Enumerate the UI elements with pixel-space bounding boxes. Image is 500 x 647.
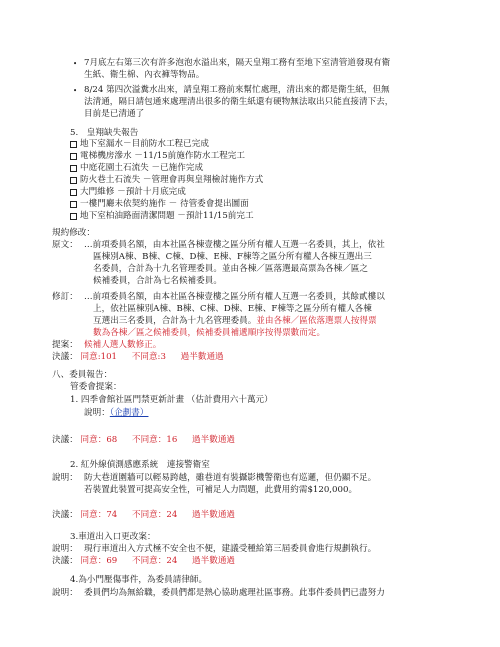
bullet-2-line-3: 目前是已清通了 xyxy=(84,109,145,119)
bullet-2-line-1: 8/24 第四次溢糞水出來，請皇翔工務前來幫忙處理，清出來的都是衛生紙，但無 xyxy=(84,85,390,95)
amend-line-2: 上，依社區棟別A棟、B棟、C棟、D棟、E棟、F棟等之區分所有權人各棟 xyxy=(93,304,372,314)
vote-result: 過半數通過 xyxy=(180,352,224,362)
proposal-plan-link[interactable]: （企劃書） xyxy=(109,408,149,418)
proposal-1-title: 1. 四季會館社區門禁更新計畫 （估計費用六十萬元） xyxy=(70,395,273,405)
bullet-icon: • xyxy=(73,60,78,68)
proposal-2-vote-label: 決議： xyxy=(52,510,78,520)
bullet-icon: • xyxy=(73,87,78,95)
section5-item-1: 地下室漏水－目前防水工程已完成 xyxy=(80,139,209,149)
proposal-2-line-1: 防大巷道圍牆可以輕易跨越，雖巷道有裝攝影機警衛也有巡邏，但仍顯不足。 xyxy=(84,473,377,483)
checkbox-icon xyxy=(70,141,77,148)
proposal-2-vote xyxy=(52,510,235,521)
proposal-1-vote xyxy=(52,435,235,446)
vote-label-text: 決議： xyxy=(52,352,78,362)
regulation-title: 規約修改： xyxy=(52,228,95,238)
proposal-3-result: 過半數通過 xyxy=(192,556,236,566)
proposal-1-result: 過半數通過 xyxy=(192,435,236,445)
proposal-1-vote-label: 決議： xyxy=(52,435,78,445)
section8-subtitle: 管委會提案： xyxy=(70,382,122,392)
section5-item-5: 大門維修 －預計十月底完成 xyxy=(80,187,186,197)
original-line-1: …前項委員名額，由本社區各棟壹樓之區分所有權人互選一名委員，其上，依社 xyxy=(84,240,385,250)
proposal-label: 提案： xyxy=(52,340,78,350)
proposal-1-desc-label: 說明： xyxy=(84,408,110,418)
proposal-3-label: 說明： xyxy=(52,544,78,554)
original-line-4: 候補委員，合計為七名候補委員。 xyxy=(93,276,222,286)
checkbox-icon xyxy=(70,177,77,184)
amend-line-1: …前項委員名額，由本社區各棟壹樓之區分所有權人互選一名委員，其餘貳樓以 xyxy=(84,292,385,302)
proposal-2-label: 說明： xyxy=(52,473,78,483)
proposal-3-desc: 現行車道出入方式極不安全也不便，建議受種給第三屆委員會進行規劃執行。 xyxy=(84,544,377,554)
checkbox-icon xyxy=(70,213,77,220)
section5-item-7: 地下室柏油路面清潔問題 －預計11/15前完工 xyxy=(80,211,254,221)
amend-red-1: 並由各棟／區依落選票人按得票 xyxy=(256,316,377,326)
proposal-1-desc xyxy=(84,408,148,419)
amend-label: 修訂： xyxy=(52,292,78,302)
proposal-4-title: 4.為小門壓傷事件，為委員請律師。 xyxy=(70,575,208,585)
checkbox-icon xyxy=(70,189,77,196)
proposal-3-agree: 同意：69 xyxy=(80,556,118,566)
section5-title: 5. 皇翔缺失報告 xyxy=(70,128,139,138)
amend-line-3-text: 互選出三名委員，合計為十九名管理委員。 xyxy=(93,316,257,326)
proposal-2-disagree: 不同意：24 xyxy=(131,510,178,520)
proposal-3-title: 3.車道出入口更改案： xyxy=(70,532,156,542)
bullet-1-line-1: 7月底左右第三次有許多泡泡水溢出來，隔天皇翔工務有至地下室清管道發現有衛 xyxy=(84,58,391,68)
proposal-4-desc: 委員們均為無給職，委員們都是熱心協助處理社區事務。此事件委員們已盡努力 xyxy=(84,588,385,598)
bullet-1-line-2: 生紙、衛生棉、內衣褲等物品。 xyxy=(84,70,205,80)
proposal-2-agree: 同意：74 xyxy=(80,510,118,520)
vote-agree: 同意:101 xyxy=(80,352,118,362)
section5-item-2: 電梯機房滲水 －11/15前施作防水工程完工 xyxy=(80,151,245,161)
proposal-3-vote xyxy=(52,556,235,567)
amend-line-3 xyxy=(93,316,377,327)
proposal-1-agree: 同意：68 xyxy=(80,435,118,445)
original-label: 原文： xyxy=(52,240,78,250)
vote-label xyxy=(52,352,224,363)
proposal-2-result: 過半數通過 xyxy=(192,510,236,520)
proposal-2-line-2: 若裝置此裝置可提高安全性，可補足人力問題，此費用約需$120,000。 xyxy=(84,485,358,495)
proposal-1-disagree: 不同意：16 xyxy=(131,435,178,445)
vote-disagree: 不同意:3 xyxy=(131,352,166,362)
bullet-2-line-2: 法清通，隔日請包通來處理清出很多的衛生紙還有硬物無法取出只能直接清下去， xyxy=(84,97,394,107)
proposal-3-disagree: 不同意：24 xyxy=(131,556,178,566)
section5-item-4: 防火巷土石流失 －管理會再與皇翔檢討施作方式 xyxy=(80,175,264,185)
amend-red-2: 數為各棟／區之候補委員，候補委員補遞順序按得票數而定。 xyxy=(93,328,326,338)
proposal-4-label: 說明： xyxy=(52,588,78,598)
checkbox-icon xyxy=(70,153,77,160)
proposal-text: 候補人選人數修正。 xyxy=(84,340,162,350)
checkbox-icon xyxy=(70,165,77,172)
section5-item-3: 中庭花園土石流失 －已施作完成 xyxy=(80,163,204,173)
original-line-3: 名委員，合計為十九名管理委員。並由各棟／區落選最高票為各棟／區之 xyxy=(93,264,369,274)
section5-item-6: 一樓門廳未依契約施作 － 待管委會提出圖面 xyxy=(80,199,249,209)
section8-title: 八、委員報告： xyxy=(52,370,113,380)
checkbox-icon xyxy=(70,201,77,208)
original-line-2: 區棟別A棟、B棟、C棟、D棟、E棟、F棟等之區分所有權人各棟互選出三 xyxy=(93,252,372,262)
proposal-3-vote-label: 決議： xyxy=(52,556,78,566)
proposal-2-title: 2. 紅外線偵測感應系統 連接警衛室 xyxy=(70,460,210,470)
